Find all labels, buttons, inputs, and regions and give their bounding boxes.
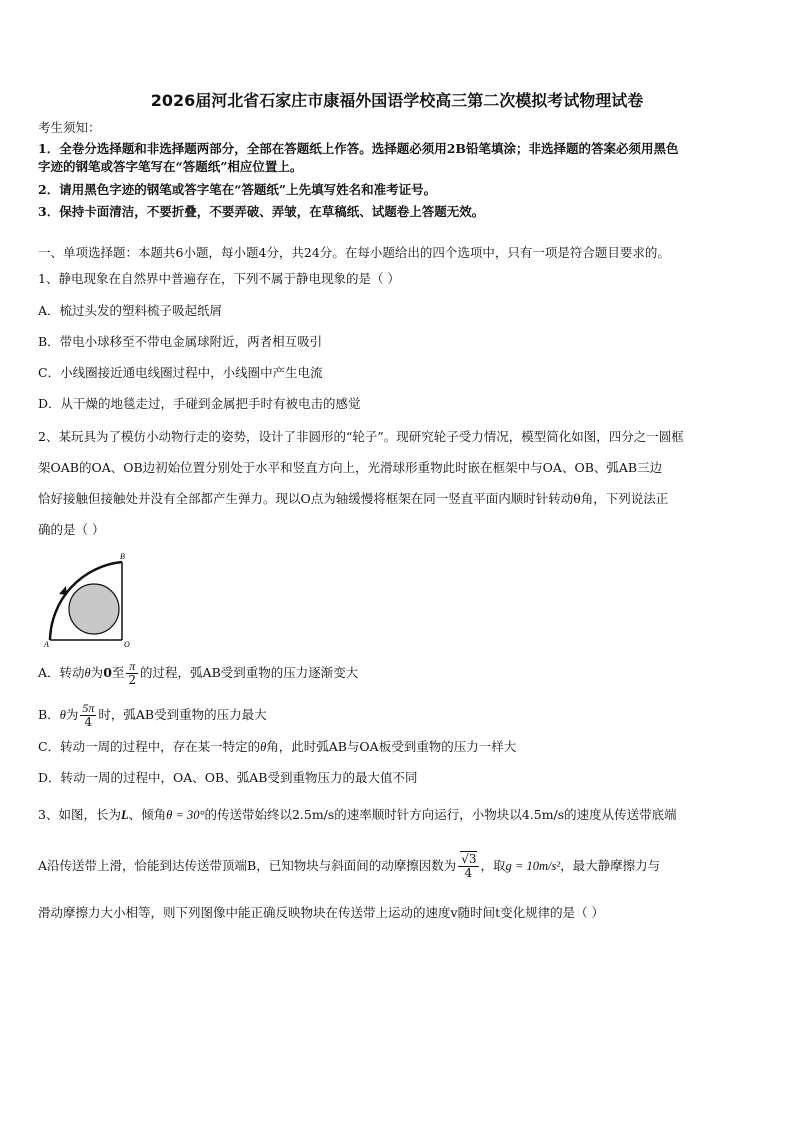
section-heading: 一、单项选择题：本题共6小题，每小题4分，共24分。在每小题给出的四个选项中，只有一项是符合题目要求的。 (38, 245, 670, 260)
q1-option-a: A．梳过头发的塑料梳子吸起纸屑 (38, 303, 223, 318)
rotation-arrow-icon (59, 586, 67, 595)
q2-option-b: B．θ为 $\frac{5\pi}{4}$ 时，弧AB受到重物的压力最大 (38, 701, 267, 729)
label-o: O (124, 640, 130, 649)
q2-stem-line-1: 2、某玩具为了模仿小动物行走的姿势，设计了非圆形的“轮子”。现研究轮子受力情况，模型简化如图，四分之一圆框 (38, 429, 684, 444)
q1-stem: 1、静电现象在自然界中普遍存在，下列不属于静电现象的是（ ） (38, 271, 400, 286)
notice-item-3: 3．保持卡面清洁，不要折叠，不要弄破、弄皱，在草稿纸、试题卷上答题无效。 (38, 204, 485, 219)
q2-stem-line-3: 恰好接触但接触处并没有全部都产生弹力。现以O点为轴缓慢将框架在同一竖直平面内顺时针转动θ角，下列说法正 (38, 491, 669, 506)
q2-option-c: C．转动一周的过程中，存在某一特定的θ角，此时弧AB与OA板受到重物的压力一样大 (38, 739, 517, 754)
q2-stem-line-2: 架OAB的OA、OB边初始位置分别处于水平和竖直方向上，光滑球形重物此时嵌在框架中与OA、OB、弧AB三边 (38, 460, 663, 475)
q2-option-d: D．转动一周的过程中，OA、OB、弧AB受到重物压力的最大值不同 (38, 770, 418, 785)
quarter-circle-frame-figure (42, 550, 142, 650)
notice-item-1a: 1．全卷分选择题和非选择题两部分，全部在答题纸上作答。选择题必须用2B铅笔填涂；非选择题的答案必须用黑色 (38, 141, 679, 156)
q1-option-b: B．带电小球移至不带电金属球附近，两者相互吸引 (38, 334, 323, 349)
notice-heading: 考生须知： (38, 120, 101, 135)
notice-item-1b: 字迹的钢笔或答字笔写在“答题纸”相应位置上。 (38, 159, 303, 174)
ball-weight (69, 584, 119, 634)
q2-option-a: A．转动θ为0至 $\frac{\pi}{2}$ 的过程，弧AB受到重物的压力逐渐变大 (38, 659, 359, 687)
exam-title: 2026届河北省石家庄市康福外国语学校高三第二次模拟考试物理试卷 (150, 91, 644, 110)
q2-stem-line-4: 确的是（ ） (38, 522, 105, 537)
q3-line-3: 滑动摩擦力大小相等，则下列图像中能正确反映物块在传送带上运动的速度v随时间t变化规律的是（ ） (38, 905, 605, 920)
label-b: B (120, 552, 125, 561)
q1-option-c: C．小线圈接近通电线圈过程中，小线圈中产生电流 (38, 365, 323, 380)
q1-option-d: D．从干燥的地毯走过，手碰到金属把手时有被电击的感觉 (38, 396, 361, 411)
q3-line-2: A沿传送带上滑，恰能到达传送带顶端B，已知物块与斜面间的动摩擦因数为 $\frac{√3}{4}$ ，取g = 10m/s²，最大静摩擦力与 (38, 852, 661, 880)
label-a: A (44, 640, 49, 649)
q3-line-1: 3、如图，长为L、倾角θ = 30°的传送带始终以2.5m/s的速率顺时针方向运行，小物块以4.5m/s的速度从传送带底端 (38, 807, 677, 822)
notice-item-2: 2．请用黑色字迹的钢笔或答字笔在“答题纸”上先填写姓名和准考证号。 (38, 182, 437, 197)
